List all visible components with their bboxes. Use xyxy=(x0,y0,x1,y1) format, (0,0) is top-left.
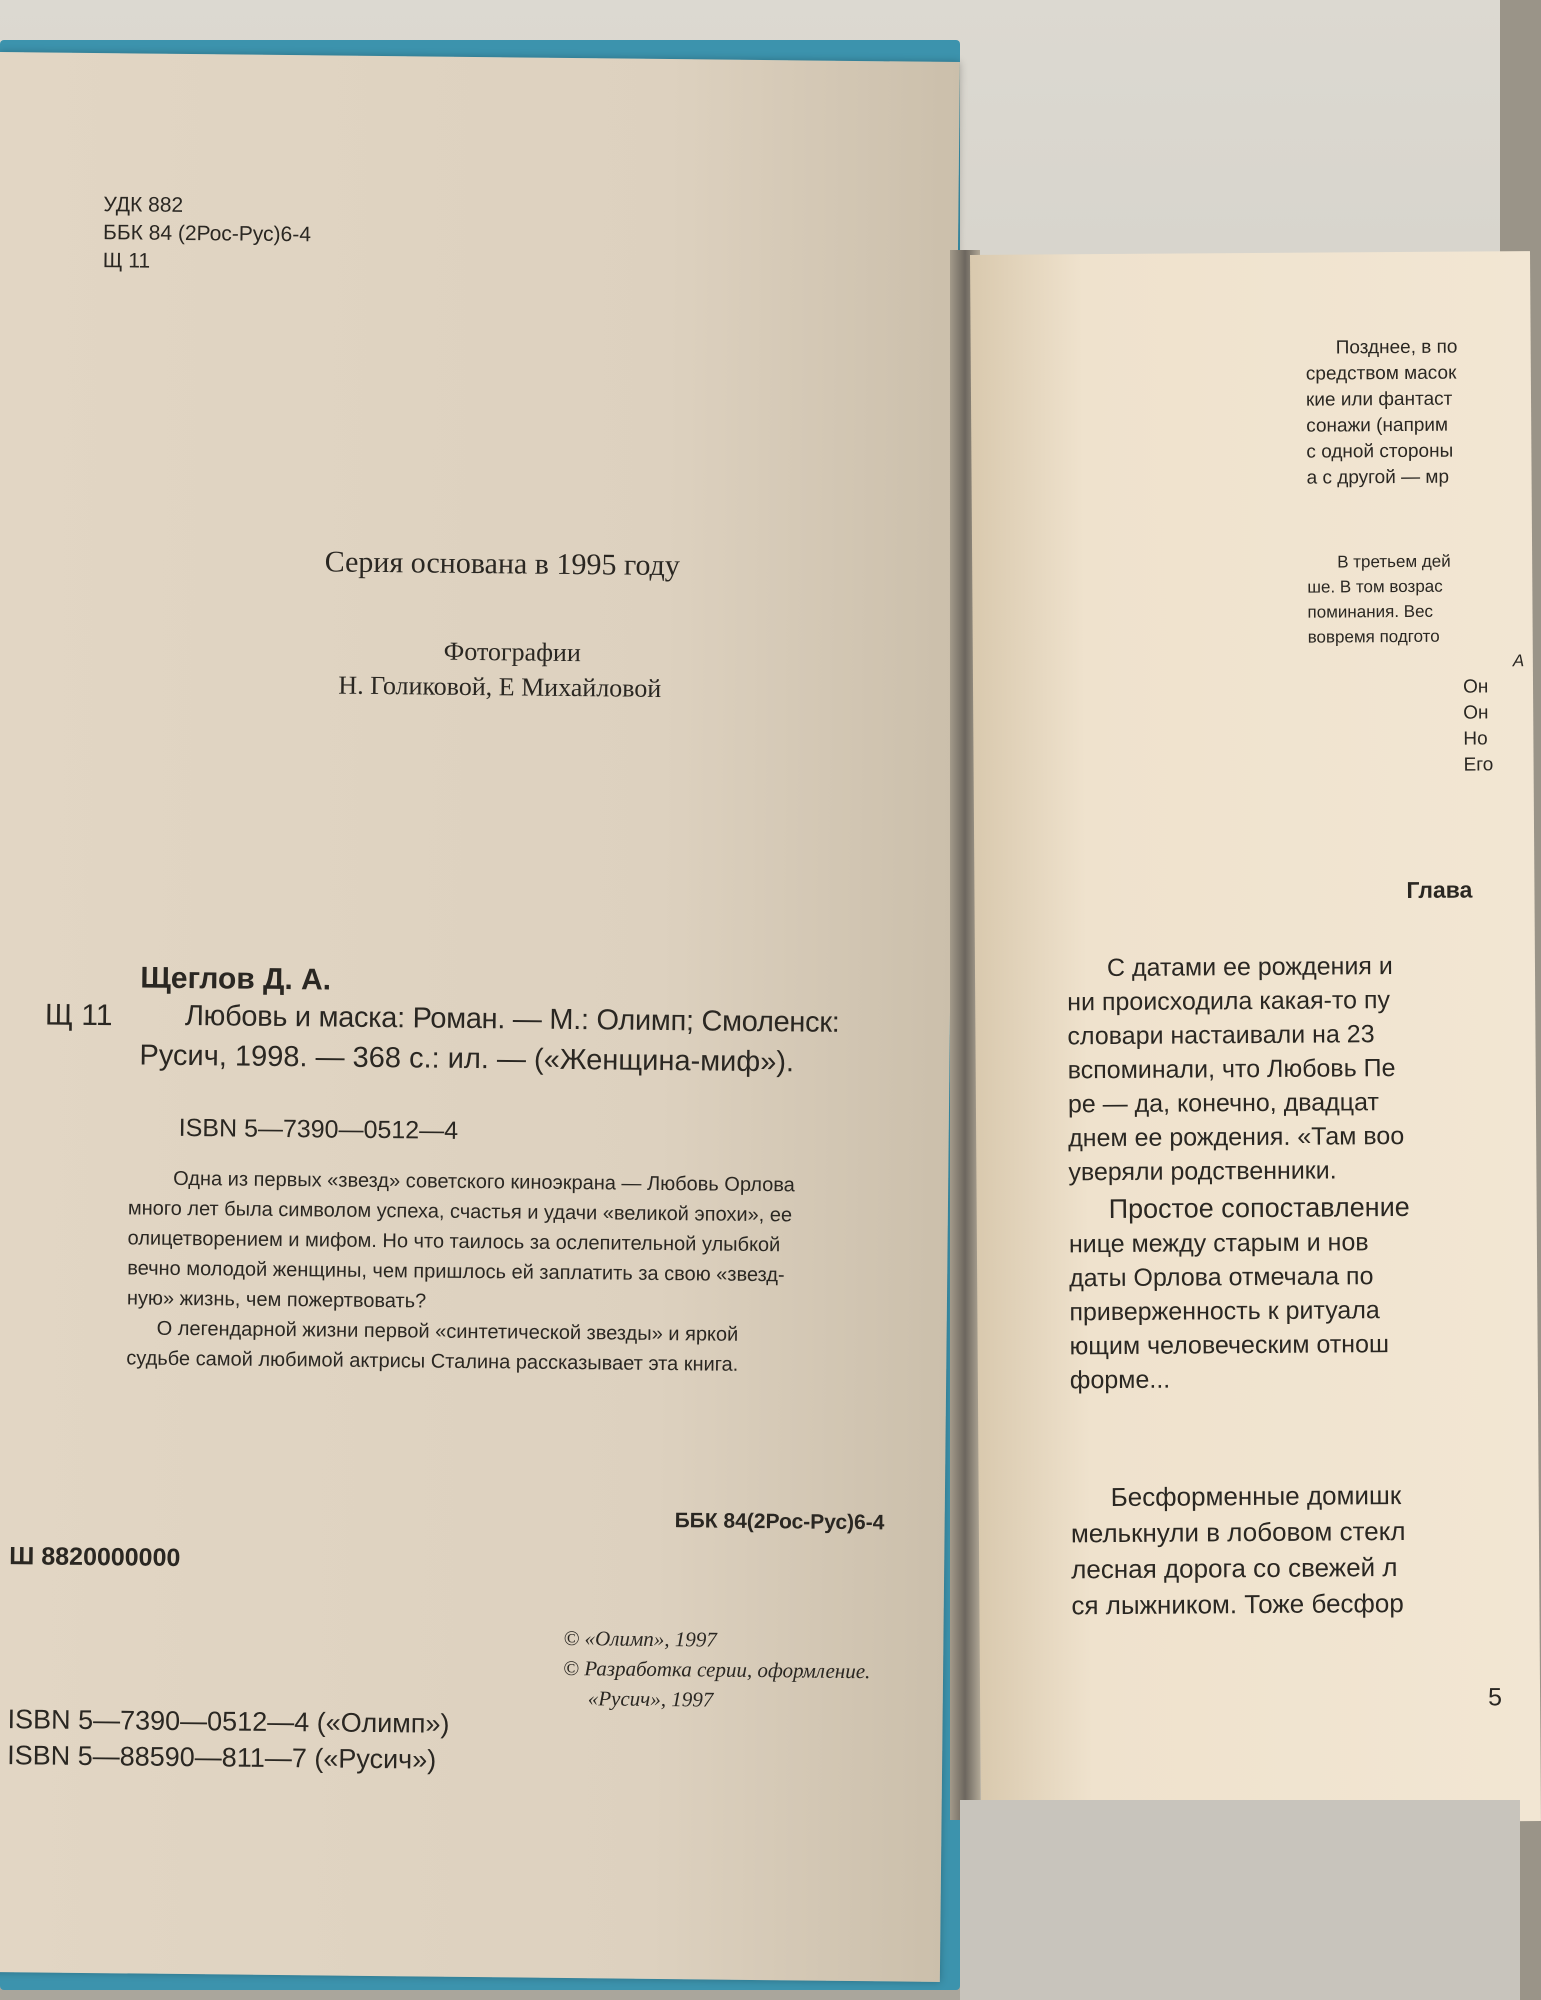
series-line: Серия основана в 1995 году xyxy=(324,545,681,583)
body-line: ни происходила какая-то пу xyxy=(1067,986,1391,1017)
body-line: уверяли родственники. xyxy=(1068,1156,1337,1187)
left-page xyxy=(0,52,960,1982)
verse-line: Он xyxy=(1462,676,1489,698)
epigraph-line: поминания. Вес xyxy=(1307,601,1434,622)
body-line: мелькнули в лобовом стекл xyxy=(1070,1515,1406,1549)
epigraph-line: а с другой — мр xyxy=(1306,466,1450,489)
annotation-line: Одна из первых «звезд» советского киноэкрана — Любовь Орлова xyxy=(173,1167,795,1197)
epigraph-line: с одной стороны xyxy=(1306,440,1454,463)
isbn-olimp: ISBN 5—7390—0512—4 («Олимп») xyxy=(7,1704,450,1739)
epigraph-line: В третьем дей xyxy=(1337,551,1451,572)
epigraph-line: кие или фантаст xyxy=(1305,388,1453,411)
body-line: Простое сопоставление xyxy=(1108,1191,1410,1225)
page-number: 5 xyxy=(1487,1683,1503,1712)
body-line: вспоминали, что Любовь Пе xyxy=(1067,1054,1396,1085)
body-line: лесная дорога со свежей л xyxy=(1071,1552,1398,1585)
body-line: ре — да, конечно, двадцат xyxy=(1067,1088,1379,1119)
annotation-line: судьбе самой любимой актрисы Сталина рассказывает эта книга. xyxy=(126,1347,739,1376)
annotation-line: олицетворением и мифом. Но что таилось за ослепительной улыбкой xyxy=(127,1227,781,1257)
body-line: С датами ее рождения и xyxy=(1106,952,1393,983)
body-line: ся лыжником. Тоже бесфор xyxy=(1071,1588,1404,1621)
epigraph-line: вовремя подгото xyxy=(1307,626,1440,647)
right-page xyxy=(970,251,1541,1825)
body-line: даты Орлова отмечала по xyxy=(1069,1262,1374,1293)
author-name: Щеглов Д. А. xyxy=(140,961,332,997)
sh-code: Ш 8820000000 xyxy=(9,1542,181,1572)
biblio-line-1: Любовь и маска: Роман. — М.: Олимп; Смоленск: xyxy=(184,999,840,1039)
copyright-line: © Разработка серии, оформление. xyxy=(562,1655,871,1684)
call-number: Щ 11 xyxy=(44,998,113,1033)
epigraph-line: сонажи (наприм xyxy=(1306,414,1449,437)
body-line: днем ее рождения. «Там воо xyxy=(1068,1121,1405,1153)
body-line: форме... xyxy=(1069,1365,1171,1395)
epigraph-attribution: А xyxy=(1512,651,1525,671)
body-line: словари настаивали на 23 xyxy=(1067,1020,1375,1051)
udk-code: УДК 882 xyxy=(103,193,184,217)
epigraph-line: ше. В том возрас xyxy=(1307,576,1443,597)
annotation-line: О легендарной жизни первой «синтетической звезды» и яркой xyxy=(156,1317,739,1346)
book-edge-bottom xyxy=(960,1800,1520,2000)
verse-line: Но xyxy=(1463,728,1488,750)
copyright-line: © «Олимп», 1997 xyxy=(563,1625,717,1652)
bbk-top: ББК 84 (2Рос-Рус)6-4 xyxy=(102,221,312,247)
verse-line: Его xyxy=(1463,754,1494,776)
photos-names: Н. Голиковой, Е Михайловой xyxy=(338,670,662,703)
photos-label: Фотографии xyxy=(443,636,582,668)
annotation-line: много лет была символом успеха, счастья и удачи «великой эпохи», ее xyxy=(127,1197,793,1227)
body-line: нице между старым и нов xyxy=(1068,1228,1369,1259)
body-line: приверженность к ритуала xyxy=(1069,1296,1380,1327)
verse-line: Он xyxy=(1463,702,1489,724)
epigraph-line: Позднее, в по xyxy=(1335,336,1458,359)
chapter-heading: Глава xyxy=(1406,876,1473,903)
body-line: ющим человеческим отнош xyxy=(1069,1330,1390,1361)
epigraph-line: средством масок xyxy=(1305,362,1457,385)
isbn-main: ISBN 5—7390—0512—4 xyxy=(178,1113,459,1145)
annotation-line: вечно молодой женщины, чем пришлось ей заплатить за свою «звезд- xyxy=(127,1257,785,1287)
bbk-bottom: ББК 84(2Рос-Рус)6-4 xyxy=(674,1509,885,1535)
biblio-line-2: Русич, 1998. — 368 с.: ил. — («Женщина-миф»). xyxy=(139,1039,795,1079)
body-line: Бесформенные домишк xyxy=(1110,1480,1402,1513)
annotation-line: ную» жизнь, чем пожертвовать? xyxy=(126,1287,427,1313)
isbn-rusich: ISBN 5—88590—811—7 («Русич») xyxy=(7,1740,437,1775)
code-top: Щ 11 xyxy=(102,249,151,273)
copyright-line: «Русич», 1997 xyxy=(587,1686,714,1712)
